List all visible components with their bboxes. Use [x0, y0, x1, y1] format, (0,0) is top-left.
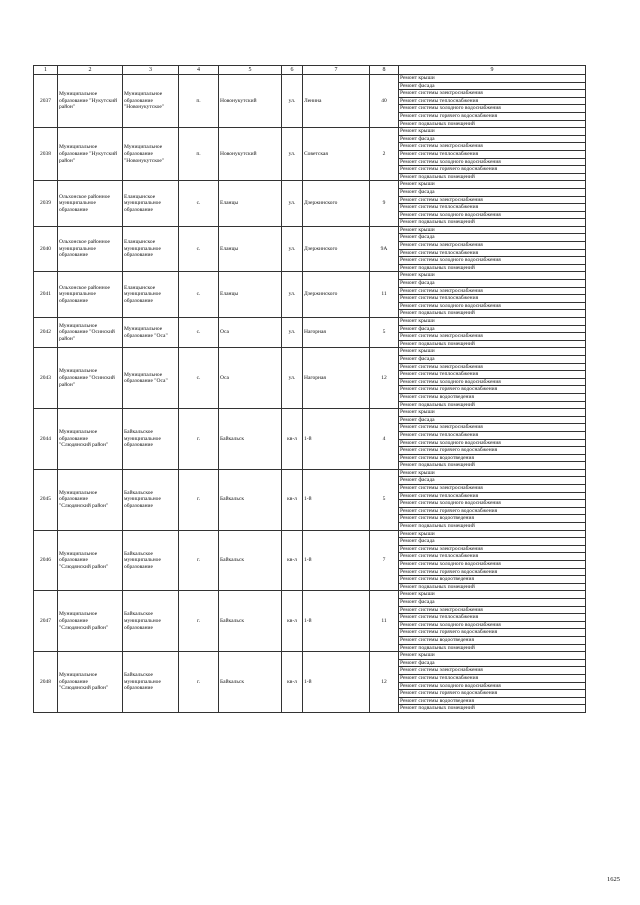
repair-work-item: Ремонт системы теплоснабжения: [399, 150, 586, 158]
row-number: 2044: [34, 409, 58, 470]
settlement: Байкальское муниципальное образование: [123, 530, 179, 591]
repair-work-item: Ремонт системы холодного водоснабжения: [399, 439, 586, 447]
municipal-district: Муниципальное образование "Нукутский район": [58, 128, 123, 181]
repair-work-item: Ремонт подвальных помещений: [399, 583, 586, 591]
repair-work-item: Ремонт крыши: [399, 272, 586, 280]
locality-type: п.: [179, 75, 219, 128]
street-type: кв-л: [282, 469, 303, 530]
repair-work-item: Ремонт системы горячего водоснабжения: [399, 447, 586, 455]
street-type: ул.: [282, 128, 303, 181]
repair-work-item: Ремонт системы электроснабжения: [399, 424, 586, 432]
locality-name: Новонукутский: [219, 128, 282, 181]
repair-work-item: Ремонт системы холодного водоснабжения: [399, 621, 586, 629]
locality-type: г.: [179, 591, 219, 652]
header-row: [34, 66, 586, 75]
repair-work-item: Ремонт крыши: [399, 348, 586, 356]
locality-name: Байкальск: [219, 469, 282, 530]
house-number: 4: [370, 409, 399, 470]
municipal-district: Муниципальное образование "Осинский район": [58, 348, 123, 409]
repair-work-item: Ремонт системы водоотведения: [399, 393, 586, 401]
house-number: 2: [370, 128, 399, 181]
repair-work-item: Ремонт системы теплоснабжения: [399, 249, 586, 257]
repair-work-item: Ремонт системы теплоснабжения: [399, 674, 586, 682]
table-row: [34, 530, 586, 538]
house-number: 11: [370, 591, 399, 652]
repair-work-item: Ремонт подвальных помещений: [399, 340, 586, 348]
street-type: кв-л: [282, 530, 303, 591]
repair-work-item: Ремонт подвальных помещений: [399, 219, 586, 227]
repair-work-item: Ремонт фасада: [399, 188, 586, 196]
repair-work-item: Ремонт системы теплоснабжения: [399, 204, 586, 212]
repair-work-item: Ремонт подвальных помещений: [399, 310, 586, 318]
repair-work-item: Ремонт системы электроснабжения: [399, 606, 586, 614]
repair-work-item: Ремонт системы электроснабжения: [399, 287, 586, 295]
repair-work-item: Ремонт системы горячего водоснабжения: [399, 166, 586, 174]
settlement: Байкальское муниципальное образование: [123, 652, 179, 713]
repair-work-item: Ремонт системы теплоснабжения: [399, 97, 586, 105]
repair-work-item: Ремонт крыши: [399, 530, 586, 538]
table-row: [34, 181, 586, 189]
repair-work-item: Ремонт системы водоотведения: [399, 454, 586, 462]
column-header: 5: [219, 66, 282, 75]
repair-work-item: Ремонт подвальных помещений: [399, 173, 586, 181]
repair-work-item: Ремонт крыши: [399, 591, 586, 599]
municipal-district: Муниципальное образование "Слюдянский район": [58, 469, 123, 530]
repair-work-item: Ремонт системы электроснабжения: [399, 143, 586, 151]
street-name: Дзержинского: [303, 226, 370, 272]
settlement: Еланцынское муниципальное образование: [123, 226, 179, 272]
street-name: Ленина: [303, 75, 370, 128]
settlement: Байкальское муниципальное образование: [123, 409, 179, 470]
municipal-district: Муниципальное образование "Осинский район": [58, 318, 123, 348]
locality-type: с.: [179, 226, 219, 272]
repair-work-item: Ремонт системы теплоснабжения: [399, 492, 586, 500]
repair-work-item: Ремонт подвальных помещений: [399, 705, 586, 713]
repair-work-item: Ремонт крыши: [399, 318, 586, 326]
locality-type: с.: [179, 348, 219, 409]
repair-work-item: Ремонт системы водоотведения: [399, 697, 586, 705]
municipal-district: Ольхонское районное муниципальное образование: [58, 272, 123, 318]
row-number: 2047: [34, 591, 58, 652]
locality-type: г.: [179, 469, 219, 530]
repair-work-item: Ремонт системы холодного водоснабжения: [399, 378, 586, 386]
municipal-district: Ольхонское районное муниципальное образование: [58, 226, 123, 272]
repair-work-item: Ремонт крыши: [399, 128, 586, 136]
repair-work-item: Ремонт крыши: [399, 469, 586, 477]
street-type: ул.: [282, 348, 303, 409]
row-number: 2043: [34, 348, 58, 409]
repair-work-item: Ремонт системы электроснабжения: [399, 242, 586, 250]
municipal-district: Ольхонское районное муниципальное образование: [58, 181, 123, 227]
street-type: ул.: [282, 226, 303, 272]
repair-work-item: Ремонт фасада: [399, 82, 586, 90]
locality-type: г.: [179, 409, 219, 470]
repair-work-item: Ремонт системы электроснабжения: [399, 363, 586, 371]
table-row: [34, 226, 586, 234]
row-number: 2045: [34, 469, 58, 530]
table-row: [34, 128, 586, 136]
street-type: кв-л: [282, 409, 303, 470]
locality-name: Байкальск: [219, 409, 282, 470]
locality-name: Оса: [219, 318, 282, 348]
table-body: [34, 75, 586, 713]
table-row: [34, 469, 586, 477]
table-row: [34, 318, 586, 326]
municipal-district: Муниципальное образование "Слюдянский район": [58, 409, 123, 470]
house-number: 5: [370, 318, 399, 348]
column-header: 9: [399, 66, 586, 75]
table-row: [34, 75, 586, 83]
row-number: 2048: [34, 652, 58, 713]
repair-work-item: Ремонт фасада: [399, 538, 586, 546]
repair-work-item: Ремонт крыши: [399, 181, 586, 189]
repair-work-item: Ремонт крыши: [399, 652, 586, 660]
locality-name: Оса: [219, 348, 282, 409]
locality-name: Новонукутский: [219, 75, 282, 128]
repair-work-item: Ремонт системы горячего водоснабжения: [399, 568, 586, 576]
locality-name: Байкальск: [219, 591, 282, 652]
repair-work-item: Ремонт системы электроснабжения: [399, 545, 586, 553]
repair-work-item: Ремонт фасада: [399, 325, 586, 333]
repair-work-item: Ремонт системы электроснабжения: [399, 90, 586, 98]
house-number: 40: [370, 75, 399, 128]
repair-work-item: Ремонт фасада: [399, 416, 586, 424]
street-name: Дзержинского: [303, 272, 370, 318]
repair-work-item: Ремонт системы холодного водоснабжения: [399, 302, 586, 310]
repair-work-item: Ремонт системы водоотведения: [399, 515, 586, 523]
row-number: 2042: [34, 318, 58, 348]
locality-name: Еланцы: [219, 272, 282, 318]
row-number: 2046: [34, 530, 58, 591]
locality-name: Байкальск: [219, 652, 282, 713]
locality-type: г.: [179, 652, 219, 713]
house-number: 11: [370, 272, 399, 318]
repair-work-item: Ремонт системы горячего водоснабжения: [399, 690, 586, 698]
repair-work-item: Ремонт фасада: [399, 234, 586, 242]
repair-work-item: Ремонт системы водоотведения: [399, 636, 586, 644]
street-type: ул.: [282, 181, 303, 227]
house-number: 9А: [370, 226, 399, 272]
row-number: 2040: [34, 226, 58, 272]
repair-work-item: Ремонт подвальных помещений: [399, 401, 586, 409]
table-row: [34, 272, 586, 280]
repair-work-item: Ремонт фасада: [399, 598, 586, 606]
repair-work-item: Ремонт системы холодного водоснабжения: [399, 211, 586, 219]
repair-work-item: Ремонт системы горячего водоснабжения: [399, 507, 586, 515]
table-row: [34, 652, 586, 660]
column-header: 7: [303, 66, 370, 75]
repair-work-item: Ремонт системы электроснабжения: [399, 667, 586, 675]
repair-work-item: Ремонт системы теплоснабжения: [399, 295, 586, 303]
repair-work-item: Ремонт фасада: [399, 280, 586, 288]
repair-work-item: Ремонт фасада: [399, 355, 586, 363]
repair-work-item: Ремонт системы теплоснабжения: [399, 553, 586, 561]
house-number: 5: [370, 469, 399, 530]
locality-type: г.: [179, 530, 219, 591]
settlement: Муниципальное образование "Оса": [123, 348, 179, 409]
repair-work-item: Ремонт фасада: [399, 659, 586, 667]
repair-work-item: Ремонт системы водоотведения: [399, 576, 586, 584]
municipal-district: Муниципальное образование "Слюдянский район": [58, 591, 123, 652]
repair-work-item: Ремонт системы электроснабжения: [399, 196, 586, 204]
settlement: Муниципальное образование "Оса": [123, 318, 179, 348]
repair-work-item: Ремонт крыши: [399, 226, 586, 234]
repair-work-item: Ремонт системы холодного водоснабжения: [399, 561, 586, 569]
street-name: 1-й: [303, 409, 370, 470]
settlement: Еланцынское муниципальное образование: [123, 181, 179, 227]
repair-register-table: [33, 65, 586, 713]
page-number: 1625: [607, 876, 620, 883]
column-header: 6: [282, 66, 303, 75]
repair-work-item: Ремонт системы теплоснабжения: [399, 431, 586, 439]
row-number: 2041: [34, 272, 58, 318]
repair-work-item: Ремонт системы холодного водоснабжения: [399, 105, 586, 113]
settlement: Муниципальное образование "Новонукутское": [123, 75, 179, 128]
street-type: кв-л: [282, 652, 303, 713]
settlement: Муниципальное образование "Новонукутское": [123, 128, 179, 181]
street-type: ул.: [282, 272, 303, 318]
column-header: 4: [179, 66, 219, 75]
street-type: кв-л: [282, 591, 303, 652]
row-number: 2037: [34, 75, 58, 128]
repair-work-item: Ремонт системы холодного водоснабжения: [399, 682, 586, 690]
row-number: 2038: [34, 128, 58, 181]
street-name: 1-й: [303, 591, 370, 652]
settlement: Байкальское муниципальное образование: [123, 591, 179, 652]
repair-work-item: Ремонт подвальных помещений: [399, 523, 586, 531]
street-type: ул.: [282, 75, 303, 128]
settlement: Еланцынское муниципальное образование: [123, 272, 179, 318]
repair-work-item: Ремонт крыши: [399, 409, 586, 417]
street-type: ул.: [282, 318, 303, 348]
repair-work-item: Ремонт подвальных помещений: [399, 264, 586, 272]
municipal-district: Муниципальное образование "Нукутский район": [58, 75, 123, 128]
repair-work-item: Ремонт подвальных помещений: [399, 120, 586, 128]
street-name: 1-й: [303, 469, 370, 530]
repair-work-item: Ремонт фасада: [399, 135, 586, 143]
repair-work-item: Ремонт системы холодного водоснабжения: [399, 158, 586, 166]
locality-type: с.: [179, 181, 219, 227]
locality-type: с.: [179, 318, 219, 348]
street-name: Советская: [303, 128, 370, 181]
house-number: 7: [370, 530, 399, 591]
repair-work-item: Ремонт системы горячего водоснабжения: [399, 629, 586, 637]
column-header: 1: [34, 66, 58, 75]
municipal-district: Муниципальное образование "Слюдянский район": [58, 652, 123, 713]
column-header: 2: [58, 66, 123, 75]
street-name: 1-й: [303, 530, 370, 591]
repair-work-item: Ремонт системы холодного водоснабжения: [399, 500, 586, 508]
repair-work-item: Ремонт системы электроснабжения: [399, 485, 586, 493]
house-number: 12: [370, 348, 399, 409]
repair-work-item: Ремонт подвальных помещений: [399, 644, 586, 652]
house-number: 9: [370, 181, 399, 227]
locality-name: Байкальск: [219, 530, 282, 591]
street-name: Нагорная: [303, 318, 370, 348]
repair-work-item: Ремонт системы холодного водоснабжения: [399, 257, 586, 265]
column-header: 8: [370, 66, 399, 75]
street-name: Дзержинского: [303, 181, 370, 227]
house-number: 12: [370, 652, 399, 713]
settlement: Байкальское муниципальное образование: [123, 469, 179, 530]
repair-work-item: Ремонт крыши: [399, 75, 586, 83]
street-name: 1-й: [303, 652, 370, 713]
repair-work-item: Ремонт подвальных помещений: [399, 462, 586, 470]
table-row: [34, 348, 586, 356]
repair-work-item: Ремонт системы электроснабжения: [399, 333, 586, 341]
row-number: 2039: [34, 181, 58, 227]
repair-work-item: Ремонт системы теплоснабжения: [399, 371, 586, 379]
locality-type: п.: [179, 128, 219, 181]
locality-name: Еланцы: [219, 226, 282, 272]
repair-work-item: Ремонт системы теплоснабжения: [399, 614, 586, 622]
municipal-district: Муниципальное образование "Слюдянский район": [58, 530, 123, 591]
locality-name: Еланцы: [219, 181, 282, 227]
table-row: [34, 409, 586, 417]
repair-work-item: Ремонт системы горячего водоснабжения: [399, 386, 586, 394]
repair-work-item: Ремонт фасада: [399, 477, 586, 485]
locality-type: с.: [179, 272, 219, 318]
street-name: Нагорная: [303, 348, 370, 409]
repair-work-item: Ремонт системы горячего водоснабжения: [399, 112, 586, 120]
table-row: [34, 591, 586, 599]
column-header: 3: [123, 66, 179, 75]
